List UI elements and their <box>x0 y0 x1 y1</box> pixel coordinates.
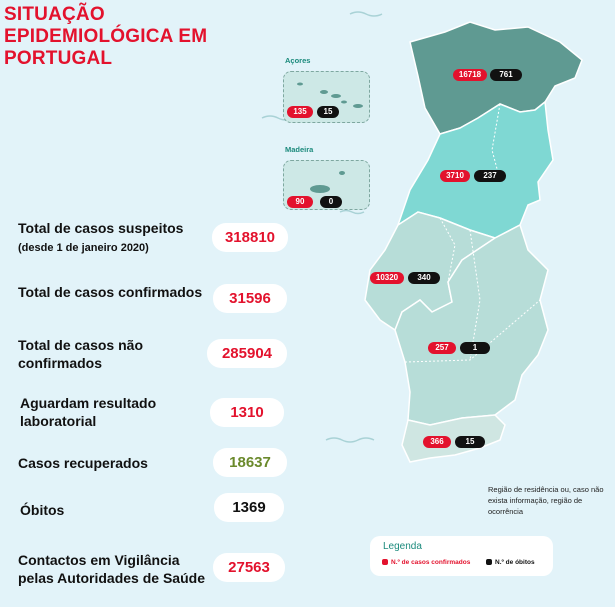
suspeitos-value: 318810 <box>212 223 288 252</box>
legend <box>370 536 553 576</box>
map-note: Região de residência ou, caso não exista informação, região de ocorrência <box>488 485 604 516</box>
legend-deaths-label: N.º de óbitos <box>495 559 535 566</box>
legend-deaths <box>486 559 535 566</box>
deaths-marker-icon <box>486 559 492 565</box>
confirmados-value: 31596 <box>213 284 287 313</box>
alentejo-deaths-badge: 1 <box>460 342 490 354</box>
cases-marker-icon <box>382 559 388 565</box>
legend-title: Legenda <box>383 541 422 552</box>
legend-cases-label: N.º de casos confirmados <box>391 559 471 566</box>
legend-cases <box>382 559 470 566</box>
confirmados-label: Total de casos confirmados <box>18 284 203 300</box>
norte-deaths-badge: 761 <box>490 69 522 81</box>
recuperados-value: 18637 <box>213 448 287 477</box>
madeira-title: Madeira <box>285 145 314 154</box>
aguardam-label: Aguardam resultado laboratorial <box>20 395 157 429</box>
nao-confirmados-label: Total de casos não confirmados <box>18 337 143 371</box>
algarve-cases-badge: 366 <box>423 436 451 448</box>
algarve-deaths-badge: 15 <box>455 436 485 448</box>
obitos-label: Óbitos <box>20 502 65 518</box>
alentejo-cases-badge: 257 <box>428 342 456 354</box>
recuperados-label: Casos recuperados <box>18 455 148 471</box>
lvt-cases-badge: 10320 <box>370 272 404 284</box>
madeira-cases-badge: 90 <box>287 196 313 208</box>
centro-cases-badge: 3710 <box>440 170 470 182</box>
centro-deaths-badge: 237 <box>474 170 506 182</box>
lvt-deaths-badge: 340 <box>408 272 440 284</box>
acores-title: Açores <box>285 56 311 65</box>
madeira-deaths-badge: 0 <box>320 196 342 208</box>
obitos-value: 1369 <box>214 493 284 522</box>
contactos-label: Contactos em Vigilância pelas Autoridades de Saúde <box>18 552 205 586</box>
norte-cases-badge: 16718 <box>453 69 487 81</box>
region-algarve <box>402 415 505 462</box>
page-title: SITUAÇÃO EPIDEMIOLÓGICA EM PORTUGAL <box>4 4 208 69</box>
contactos-value: 27563 <box>213 553 285 582</box>
acores-deaths-badge: 15 <box>317 106 339 118</box>
nao-confirmados-value: 285904 <box>207 339 287 368</box>
suspeitos-label-text: Total de casos suspeitos <box>18 220 184 236</box>
suspeitos-sub: (desde 1 de janeiro 2020) <box>18 242 149 254</box>
acores-cases-badge: 135 <box>287 106 313 118</box>
aguardam-value: 1310 <box>210 398 284 427</box>
